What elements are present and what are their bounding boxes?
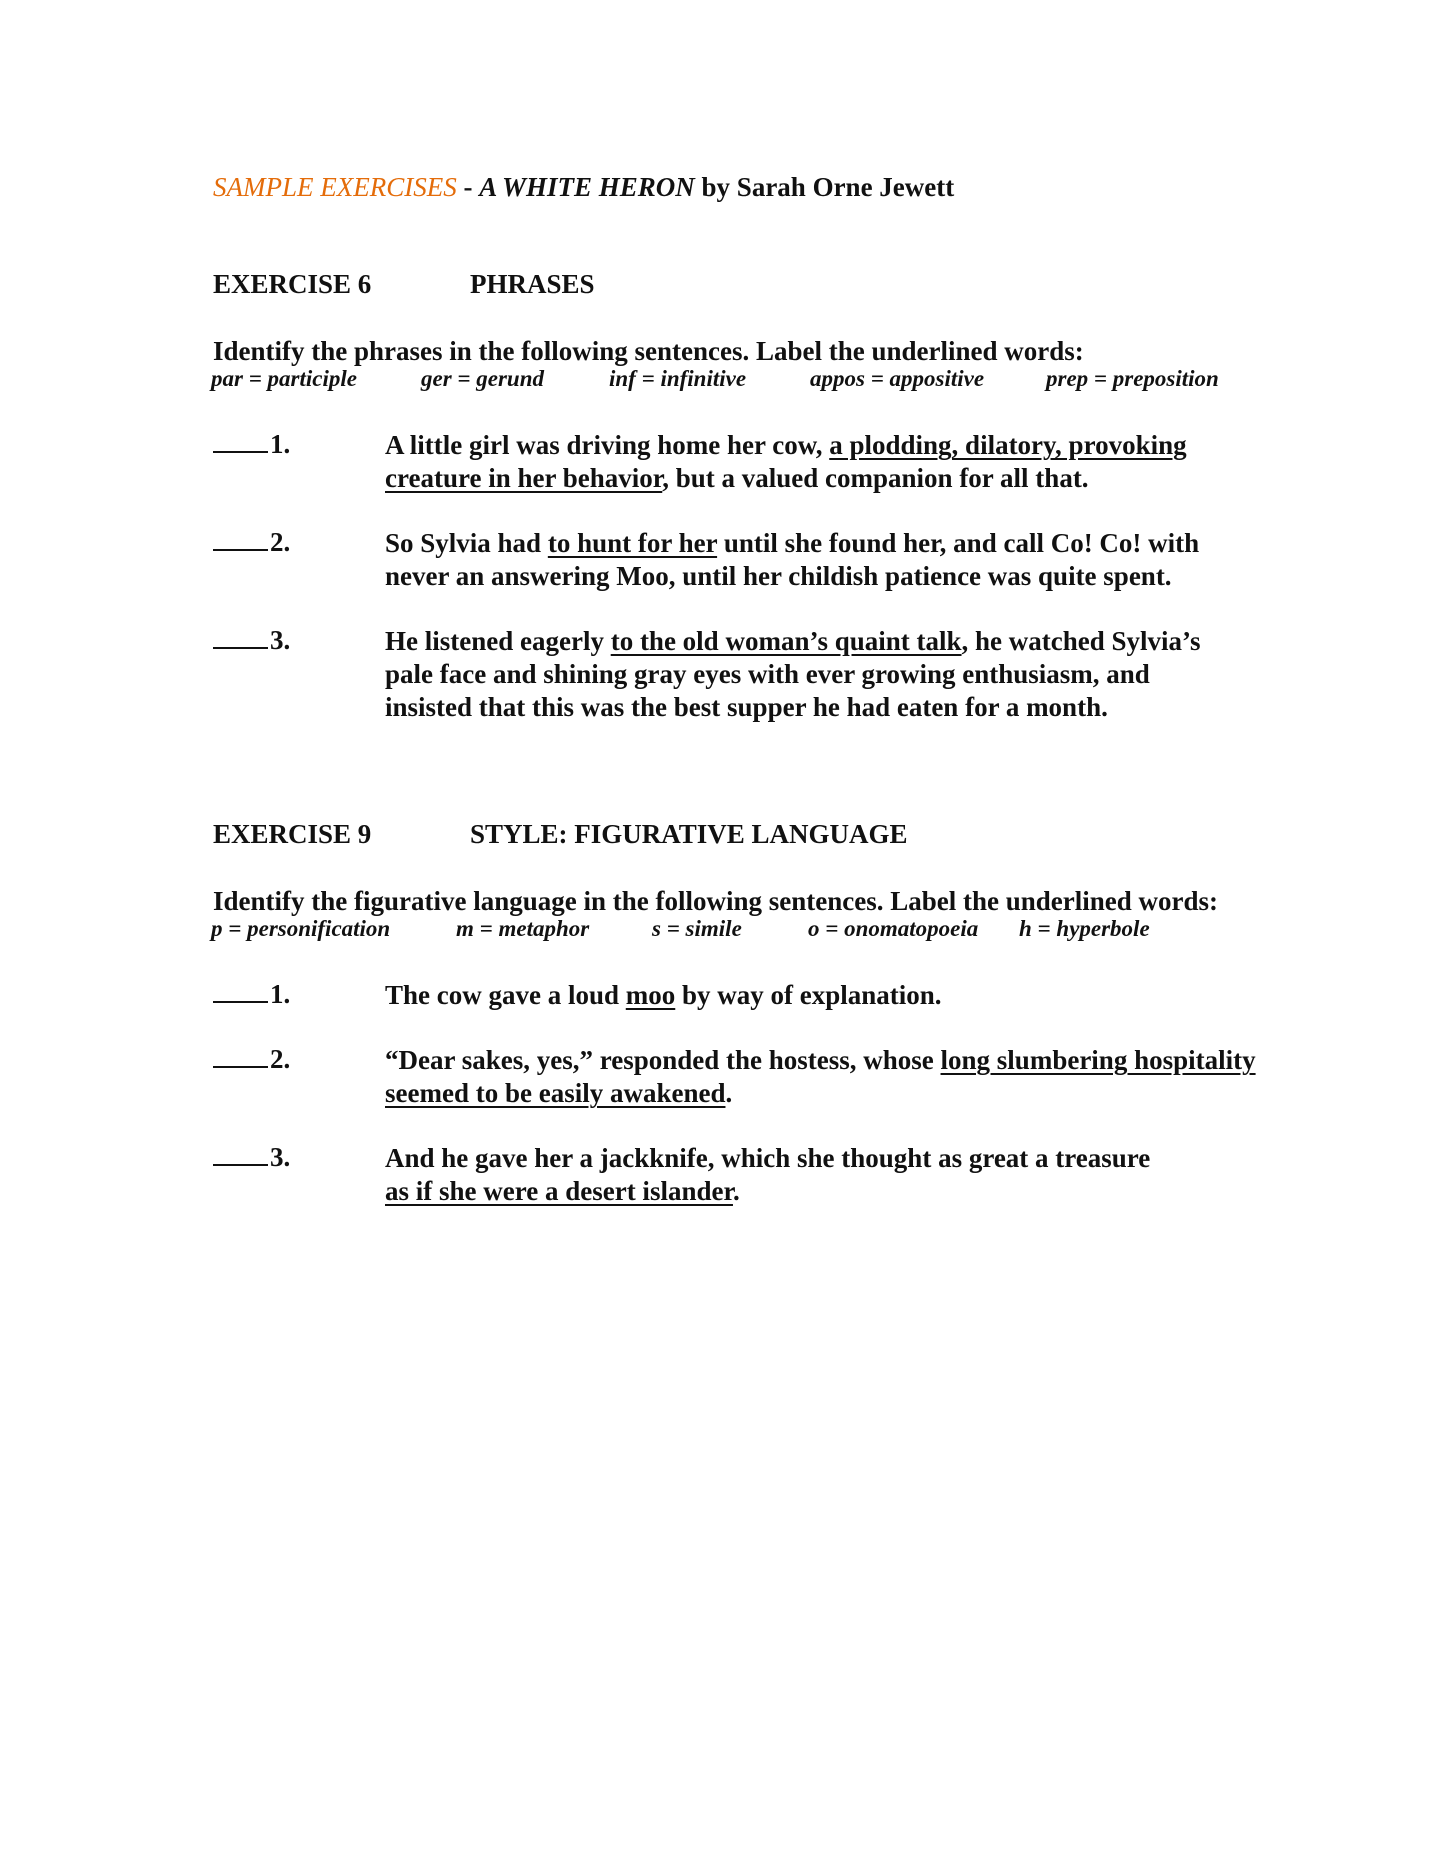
answer-blank[interactable] — [213, 1064, 268, 1068]
exercise-6-header — [213, 269, 595, 300]
answer-blank[interactable] — [213, 449, 268, 453]
answer-blank[interactable] — [213, 645, 268, 649]
item-sentence: The cow gave a loud moo by way of explanation. — [385, 980, 942, 1010]
underlined-phrase: seemed to be easily awakened — [385, 1078, 726, 1108]
underlined-phrase: as if she were a desert islander — [385, 1176, 733, 1206]
exercise-9-instruction: Identify the figurative language in the following sentences. Label the underlined words: — [213, 886, 1219, 916]
item-number: 2. — [270, 527, 291, 557]
answer-blank[interactable] — [213, 1162, 268, 1166]
exercise-6-number: EXERCISE 6 — [213, 269, 372, 299]
legend-simile: s = simile — [652, 916, 742, 941]
title-dash: - — [456, 172, 480, 202]
title-byline: by Sarah Orne Jewett — [694, 172, 955, 202]
legend-gerund: ger = gerund — [421, 366, 545, 391]
title-work: A WHITE HERON — [479, 172, 695, 202]
legend-hyperbole: h = hyperbole — [1019, 916, 1150, 941]
title-sample-label: SAMPLE EXERCISES — [213, 172, 457, 202]
underlined-phrase: long slumbering hospitality — [940, 1045, 1256, 1075]
exercise-6-instruction: Identify the phrases in the following sentences. Label the underlined words: — [213, 336, 1084, 366]
underlined-phrase: moo — [625, 980, 676, 1010]
item-sentence: And he gave her a jackknife, which she thought as great a treasure as if she were a desert islander. — [385, 1143, 1151, 1206]
underlined-phrase: to the old woman’s quaint talk — [610, 626, 962, 656]
item-number: 1. — [270, 429, 291, 459]
item-number: 3. — [270, 625, 291, 655]
exercise-9-number: EXERCISE 9 — [213, 819, 372, 849]
answer-blank[interactable] — [213, 547, 268, 551]
underlined-phrase: creature in her behavior — [385, 463, 663, 493]
legend-infinitive: inf = infinitive — [609, 366, 747, 391]
item-number: 1. — [270, 979, 291, 1009]
legend-appositive: appos = appositive — [810, 366, 985, 391]
item-number: 3. — [270, 1142, 291, 1172]
item-number: 2. — [270, 1044, 291, 1074]
underlined-phrase: to hunt for her — [547, 528, 718, 558]
legend-onomatopoeia: o = onomatopoeia — [808, 916, 979, 941]
legend-preposition: prep = preposition — [1046, 366, 1219, 391]
item-sentence: “Dear sakes, yes,” responded the hostess, whose long slumbering hospitality seemed to be easily awakened. — [385, 1045, 1256, 1108]
exercise-9-header — [213, 819, 908, 850]
answer-blank[interactable] — [213, 999, 268, 1003]
page-title — [213, 172, 954, 203]
underlined-phrase: a plodding, dilatory, provoking — [829, 430, 1187, 460]
item-sentence: He listened eagerly to the old woman’s quaint talk, he watched Sylvia’s pale face and shining gray eyes with ever growing enthusiasm, and insisted that this was the best supper he had eaten for a month. — [385, 626, 1201, 722]
exercise-9-title: STYLE: FIGURATIVE LANGUAGE — [470, 819, 908, 849]
legend-metaphor: m = metaphor — [456, 916, 590, 941]
legend-participle: par = participle — [211, 366, 357, 391]
legend-personification: p = personification — [211, 916, 391, 941]
item-sentence: So Sylvia had to hunt for her until she found her, and call Co! Co! with never an answering Moo, until her childish patience was quite spent. — [385, 528, 1200, 591]
exercise-6-title: PHRASES — [470, 269, 595, 299]
item-sentence: A little girl was driving home her cow, a plodding, dilatory, provoking creature in her behavior, but a valued companion for all that. — [385, 430, 1187, 493]
